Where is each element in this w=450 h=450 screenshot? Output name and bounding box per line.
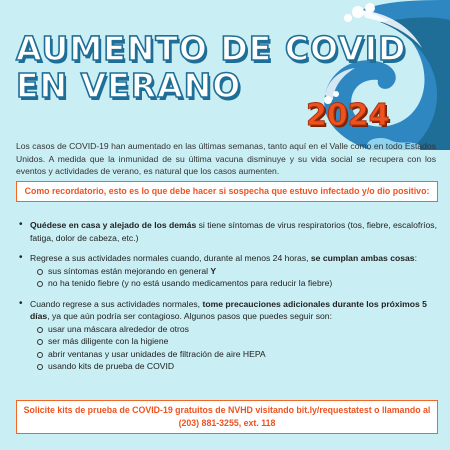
list-item — [30, 298, 444, 373]
guidance-list — [16, 219, 444, 381]
bullet-3-bold: tome precauciones adicionales durante los próximos 5 días — [30, 298, 427, 321]
reminder-box: Como recordatorio, esto es lo que debe hacer si sospecha que estuvo infectado y/o dio positivo: — [16, 181, 438, 202]
sub-list — [30, 265, 444, 290]
bullet-2-bold: se cumplan ambas cosas — [310, 253, 415, 263]
sub-list-item: usar una máscara alrededor de otros — [48, 323, 444, 336]
bullet-3-post: , ya que aún podría ser contagioso. Algunos pasos que puedes seguir son: — [47, 311, 332, 321]
bullet-2-post: : — [414, 253, 417, 263]
bullet-1-bold: Quédese en casa y alejado de los demás — [30, 220, 197, 230]
sub-list-item: usando kits de prueba de COVID — [48, 360, 444, 373]
bullet-2-text: Regrese a sus actividades normales cuando, durante al menos 24 horas, — [30, 253, 311, 263]
sub-list — [30, 323, 444, 373]
title-line-2: EN VERANO — [16, 66, 242, 105]
sub-item-text: sus síntomas están mejorando en general — [48, 265, 211, 276]
list-item — [30, 252, 444, 290]
sub-list-item: abrir ventanas y usar unidades de filtración de aire HEPA — [48, 348, 444, 361]
bullet-3-text: Cuando regrese a sus actividades normales, — [30, 298, 203, 309]
page-title — [16, 30, 406, 104]
footer-box: Solicite kits de prueba de COVID-19 gratuitos de NVHD visitando bit.ly/requestatest o llamando al (203) 881-3255, ext. 118 — [16, 400, 438, 434]
sub-list-item: ser más diligente con la higiene — [48, 335, 444, 348]
title-line-1: AUMENTO DE COVID — [16, 29, 407, 68]
list-item — [30, 219, 444, 244]
sub-item-bold: Y — [210, 265, 217, 276]
sub-list-item: no ha tenido fiebre (y no está usando medicamentos para reducir la fiebre) — [48, 277, 444, 290]
sub-list-item — [48, 265, 444, 278]
intro-paragraph: Los casos de COVID-19 han aumentado en las últimas semanas, tanto aquí en el Valle como en todo Estados Unidos. A medida que la inmunidad de su última vacuna disminuye y su vida social se recupera con los eventos y actividades de verano, es natural que los casos aumenten. — [16, 141, 436, 176]
bullet-1-text: si tiene síntomas de virus respiratorios (tos, fiebre, escalofríos, fatiga, dolor de cabeza, etc.) — [30, 220, 437, 243]
title-year: 2024 — [306, 98, 390, 133]
